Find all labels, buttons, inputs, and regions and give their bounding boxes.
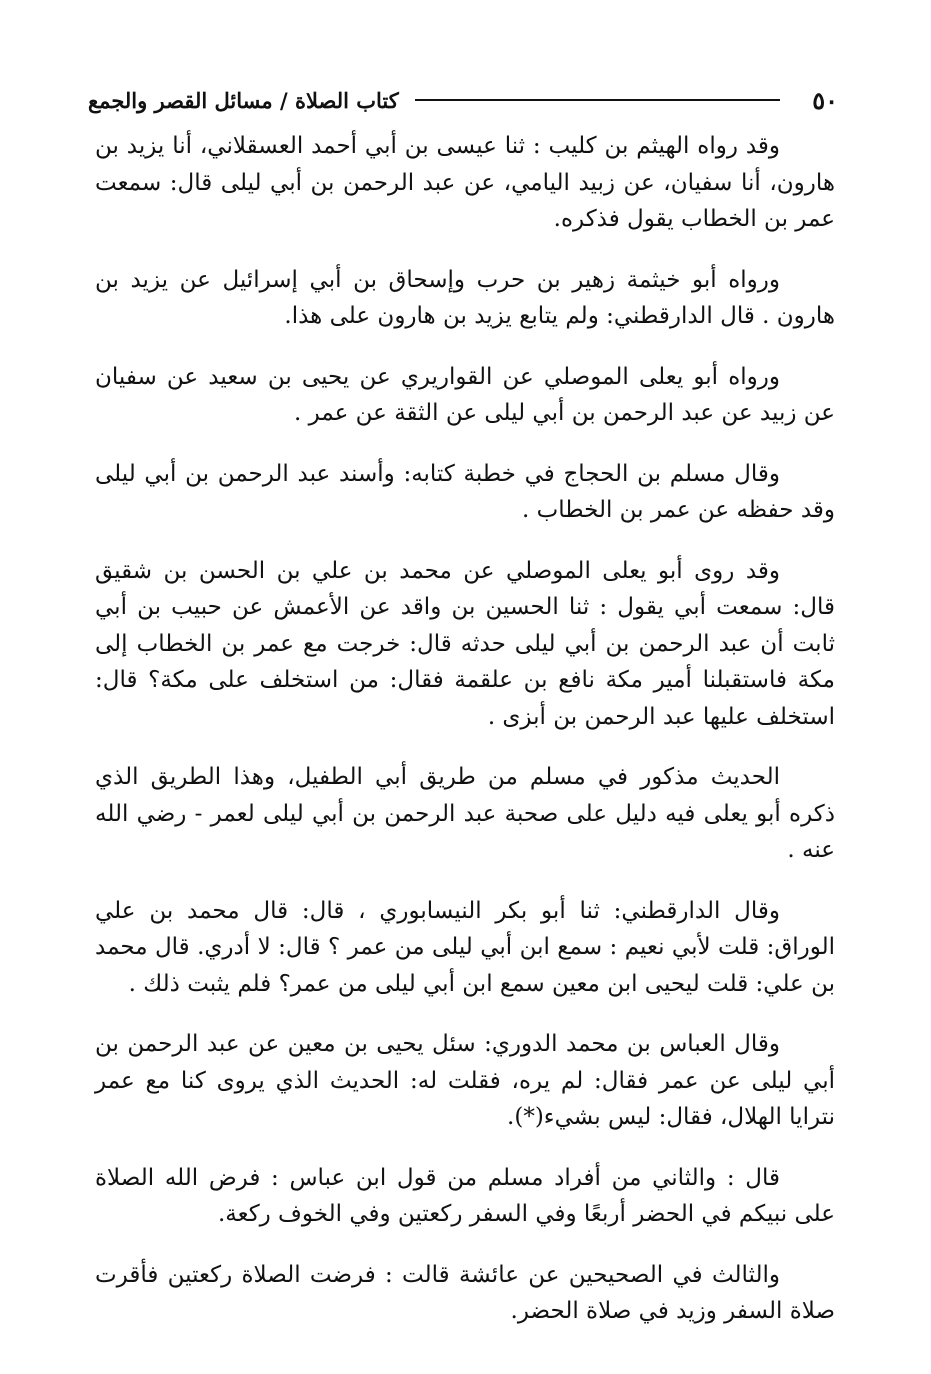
- running-title: كتاب الصلاة / مسائل القصر والجمع: [88, 87, 399, 113]
- paragraph: وقد روى أبو يعلى الموصلي عن محمد بن علي بن الحسن بن شقيق قال: سمعت أبي يقول : ثنا الحسين بن واقد عن الأعمش عن حبيب بن أبي ثابت أن عبد الرحمن بن أبي ليلى حدثه قال: خرجت مع عمر بن الخطاب إلى مكة فاستقبلنا أمير مكة نافع بن علقمة فقال: من استخلف على مكة؟ قال: استخلف عليها عبد الرحمن بن أبزى .: [95, 557, 835, 730]
- paragraph: وقال مسلم بن الحجاج في خطبة كتابه: وأسند عبد الرحمن بن أبي ليلى وقد حفظه عن عمر بن الخطاب .: [95, 460, 835, 523]
- page-header: [88, 80, 838, 120]
- paragraph: وقد رواه الهيثم بن كليب : ثنا عيسى بن أبي أحمد العسقلاني، أنا يزيد بن هارون، أنا سفيان، عن زبيد اليامي، عن عبد الرحمن بن أبي ليلى قال: سمعت عمر بن الخطاب يقول فذكره.: [95, 133, 835, 232]
- paragraph: والثالث في الصحيحين عن عائشة قالت : فرضت الصلاة ركعتين فأقرت صلاة السفر وزيد في صلاة الحضر.: [95, 1261, 835, 1324]
- paragraph: الحديث مذكور في مسلم من طريق أبي الطفيل، وهذا الطريق الذي ذكره أبو يعلى فيه دليل على صحبة عبد الرحمن بن أبي ليلى لعمر - رضي الله عنه .: [95, 764, 835, 863]
- paragraph: ورواه أبو يعلى الموصلي عن القواريري عن يحيى بن سعيد عن سفيان عن زبيد عن عبد الرحمن بن أبي ليلى عن الثقة عن عمر .: [95, 363, 835, 426]
- paragraph: قال : والثاني من أفراد مسلم من قول ابن عباس : فرض الله الصلاة على نبيكم في الحضر أربعًا وفي السفر ركعتين وفي الخوف ركعة.: [95, 1164, 835, 1227]
- paragraph: وقال العباس بن محمد الدوري: سئل يحيى بن معين عن عبد الرحمن بن أبي ليلى عن عمر فقال: لم يره، فقلت له: الحديث الذي يروى كنا مع عمر نترايا الهلال، فقال: ليس بشيء(*).: [95, 1031, 835, 1130]
- paragraph: ورواه أبو خيثمة زهير بن حرب وإسحاق بن أبي إسرائيل عن يزيد بن هارون . قال الدارقطني: ولم يتابع يزيد بن هارون على هذا.: [95, 266, 835, 329]
- paragraph: وقال الدارقطني: ثنا أبو بكر النيسابوري ، قال: قال محمد بن علي الوراق: قلت لأبي نعيم : سمع ابن أبي ليلى من عمر ؟ قال: لا أدري. قال محمد بن علي: قلت ليحيى ابن معين سمع ابن أبي ليلى من عمر؟ فلم يثبت ذلك .: [95, 897, 835, 997]
- page-body: [95, 128, 835, 1354]
- header-rule: [415, 99, 780, 101]
- page-number: ٥٠: [812, 85, 838, 115]
